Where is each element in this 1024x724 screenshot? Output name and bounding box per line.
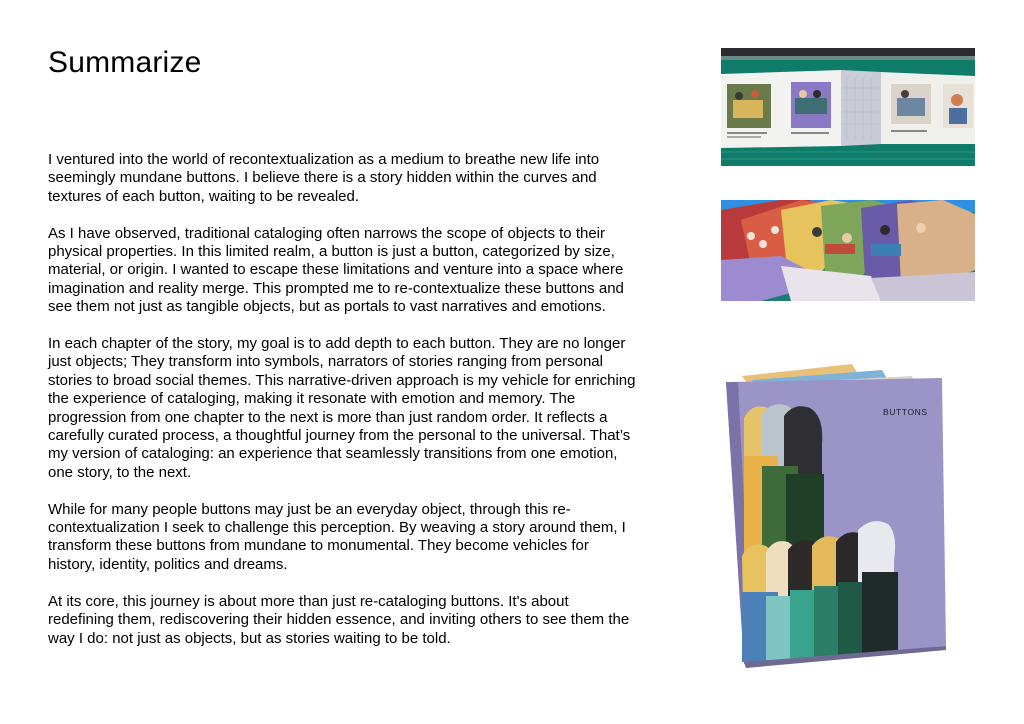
paragraph-2: As I have observed, traditional cataloging often narrows the scope of objects to their physical properties. In this limited realm, a button is just a button, categorized by size, material, or origin. I wanted to escape these limitations and venture into a space where imagination and reality merge. This prompted me to re-contextualize these buttons and see them not just as tangible objects, but as portals to vast narratives and emotions. <box>48 224 624 316</box>
photo-open-book-spread <box>721 48 975 166</box>
paragraph-1: I ventured into the world of recontextualization as a medium to breathe new life into seemingly mundane buttons. I believe there is a story hidden within the curves and textures of each button, waiting to be revealed. <box>48 151 600 205</box>
paragraph-4: While for many people buttons may just be an everyday object, through this re-contextualization I seek to challenge this perception. By weaving a story around them, I transform these buttons from mundane to monumental. They become vehicles for history, identity, politics and dreams. <box>48 500 626 573</box>
paragraph-3: In each chapter of the story, my goal is to add depth to each button. They are no longer just objects; They transform into symbols, narrators of stories ranging from personal stories to broad social themes. This narrative-driven approach is my vehicle for enriching the experience of cataloging, making it resonate with emotion and memory. The progression from one chapter to the next is more than just random order. It reflects a carefully curated process, a thoughtful journey from the personal to the universal. That’s my version of cataloging: an experience that seamlessly transitions from one emotion, one story, to the next. <box>48 335 636 481</box>
book-cover-title: BUTTONS <box>883 407 928 417</box>
body-text <box>48 151 638 666</box>
photo-book-cover <box>722 360 952 668</box>
page-title: Summarize <box>48 46 202 79</box>
paragraph-5: At its core, this journey is about more than just re-cataloging buttons. It's about redefining them, rediscovering their hidden essence, and inviting others to see them the way I do: not just as objects, but as stories waiting to be told. <box>48 592 630 647</box>
photo-fanned-pages <box>721 200 975 301</box>
